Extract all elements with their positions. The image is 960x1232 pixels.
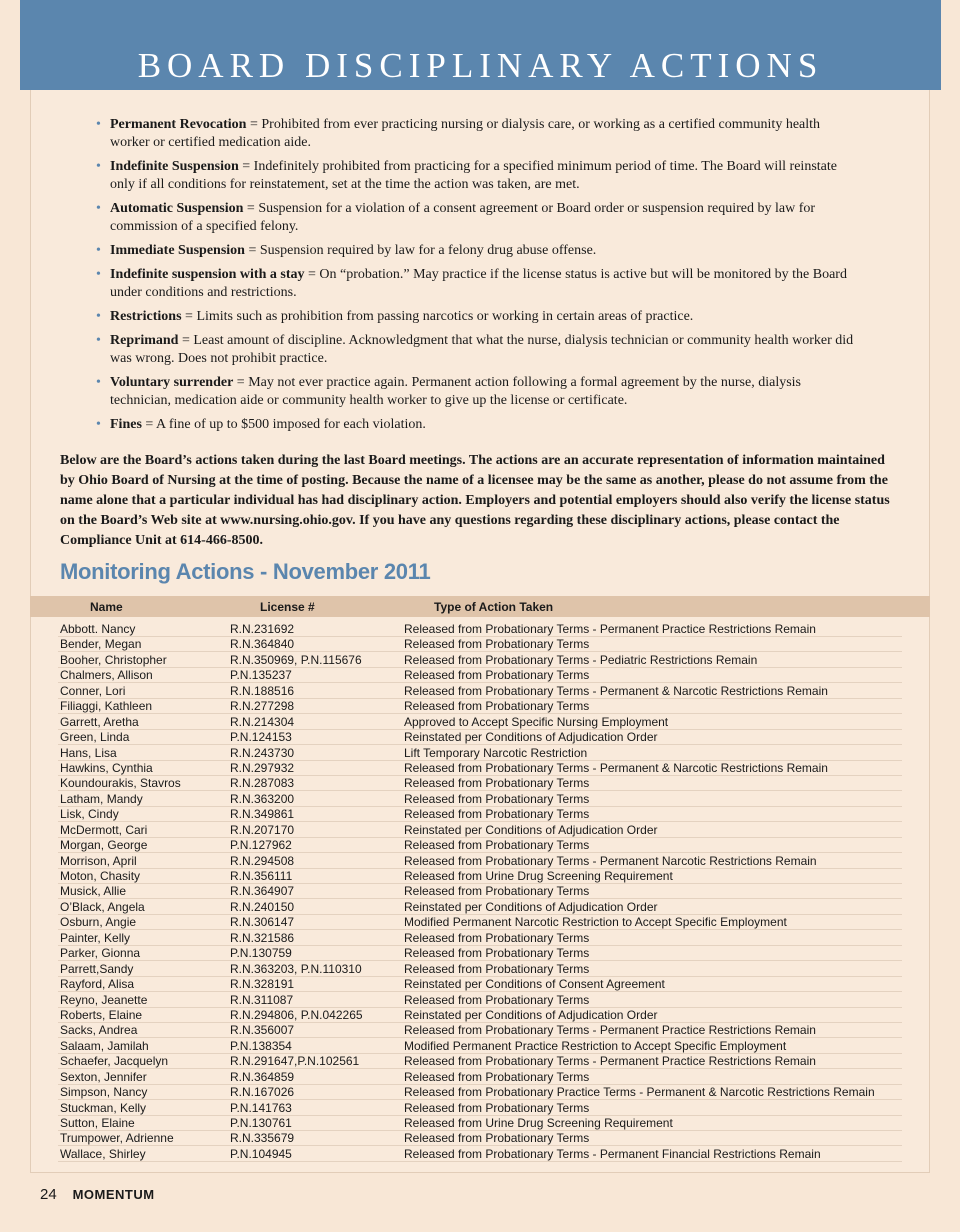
- cell-action: Released from Probationary Terms - Permanent Practice Restrictions Remain: [404, 1023, 816, 1038]
- definition-text: = Prohibited from ever practicing nursing or dialysis care, or working as a certified community health worker or certified medication aide.: [110, 117, 821, 150]
- table-row: [0, 1101, 960, 1116]
- cell-action: Released from Probationary Terms: [404, 992, 590, 1007]
- table-row: [0, 962, 960, 977]
- cell-license: R.N.350969, P.N.115676: [230, 652, 362, 667]
- header-license: License #: [260, 600, 315, 614]
- definition-item: [96, 200, 856, 236]
- cell-license: R.N.364840: [230, 637, 295, 652]
- bullet-icon: •: [96, 309, 101, 324]
- cell-name: Booher, Christopher: [60, 652, 167, 667]
- cell-action: Reinstated per Conditions of Adjudication Order: [404, 730, 658, 745]
- table-row: [0, 699, 960, 714]
- cell-name: Trumpower, Adrienne: [60, 1131, 174, 1146]
- cell-license: R.N.277298: [230, 699, 295, 714]
- cell-license: R.N.214304: [230, 714, 295, 729]
- definition-term: Fines: [110, 417, 142, 432]
- cell-name: Simpson, Nancy: [60, 1085, 148, 1100]
- cell-action: Released from Probationary Terms - Permanent Narcotic Restrictions Remain: [404, 853, 817, 868]
- cell-license: R.N.321586: [230, 930, 295, 945]
- page-title: BOARD DISCIPLINARY ACTIONS: [137, 46, 824, 85]
- cell-action: Released from Probationary Terms: [404, 1131, 590, 1146]
- cell-name: Conner, Lori: [60, 683, 126, 698]
- table-body: [0, 622, 960, 1162]
- table-row: [0, 746, 960, 761]
- cell-name: Rayford, Alisa: [60, 977, 135, 992]
- cell-name: Lisk, Cindy: [60, 807, 119, 822]
- cell-name: Parrett,Sandy: [60, 961, 134, 976]
- definition-text: = May not ever practice again. Permanent action following a formal agreement by the nurse, dialysis technician, medication aide or community health worker to give up the license or certificate.: [110, 375, 802, 408]
- table-row: [0, 730, 960, 745]
- table-row: [0, 622, 960, 637]
- cell-license: R.N.188516: [230, 683, 295, 698]
- table-row: [0, 823, 960, 838]
- definition-text: = Least amount of discipline. Acknowledgment that what the nurse, dialysis technician or community health worker did was wrong. Does not prohibit practice.: [110, 333, 854, 366]
- definition-item: [96, 266, 856, 302]
- cell-action: Reinstated per Conditions of Adjudication Order: [404, 1007, 658, 1022]
- definition-item: [96, 332, 856, 368]
- row-divider: [228, 1161, 402, 1162]
- cell-license: R.N.364859: [230, 1069, 295, 1084]
- cell-action: Reinstated per Conditions of Consent Agreement: [404, 977, 665, 992]
- cell-action: Released from Probationary Terms: [404, 807, 590, 822]
- table-row: [0, 637, 960, 652]
- table-header: [30, 596, 930, 617]
- cell-license: P.N.130759: [230, 946, 292, 961]
- cell-name: Wallace, Shirley: [60, 1146, 146, 1161]
- cell-name: Chalmers, Allison: [60, 668, 153, 683]
- cell-action: Released from Probationary Terms: [404, 930, 590, 945]
- table-row: [0, 869, 960, 884]
- cell-action: Released from Probationary Terms: [404, 791, 590, 806]
- table-row: [0, 776, 960, 791]
- cell-action: Released from Probationary Terms: [404, 668, 590, 683]
- cell-name: O’Black, Angela: [60, 899, 145, 914]
- cell-action: Released from Probationary Terms - Permanent Practice Restrictions Remain: [404, 622, 816, 636]
- bullet-icon: •: [96, 159, 101, 174]
- definition-item: [96, 116, 856, 152]
- table-row: [0, 1023, 960, 1038]
- cell-name: McDermott, Cari: [60, 822, 148, 837]
- definition-term: Immediate Suspension: [110, 243, 245, 258]
- table-row: [0, 684, 960, 699]
- table-row: [0, 1070, 960, 1085]
- table-row: [0, 915, 960, 930]
- table-row: [0, 1054, 960, 1069]
- cell-name: Garrett, Aretha: [60, 714, 139, 729]
- cell-action: Released from Probationary Terms: [404, 1100, 590, 1115]
- table-row: [0, 1147, 960, 1162]
- cell-license: P.N.138354: [230, 1038, 292, 1053]
- definition-item: [96, 416, 856, 434]
- cell-license: R.N.231692: [230, 622, 295, 636]
- magazine-name: MOMENTUM: [72, 1187, 155, 1202]
- table-row: [0, 884, 960, 899]
- cell-action: Released from Probationary Terms: [404, 961, 590, 976]
- definition-text: = Limits such as prohibition from passing narcotics or working in certain areas of practice.: [181, 309, 694, 324]
- table-row: [0, 653, 960, 668]
- cell-license: R.N.167026: [230, 1085, 295, 1100]
- cell-license: P.N.141763: [230, 1100, 292, 1115]
- table-row: [0, 1039, 960, 1054]
- cell-license: R.N.364907: [230, 884, 295, 899]
- cell-name: Sacks, Andrea: [60, 1023, 138, 1038]
- cell-license: R.N.363203, P.N.110310: [230, 961, 362, 976]
- cell-license: R.N.294806, P.N.042265: [230, 1007, 363, 1022]
- table-row: [0, 792, 960, 807]
- definition-term: Indefinite Suspension: [110, 159, 239, 174]
- cell-license: R.N.240150: [230, 899, 295, 914]
- cell-name: Sutton, Elaine: [60, 1116, 135, 1130]
- cell-name: Hawkins, Cynthia: [60, 760, 153, 775]
- cell-action: Released from Probationary Terms: [404, 699, 590, 714]
- cell-license: R.N.356111: [230, 869, 293, 883]
- definition-term: Reprimand: [110, 333, 179, 348]
- cell-action: Released from Probationary Terms: [404, 946, 590, 961]
- table-row: [0, 946, 960, 961]
- cell-action: Modified Permanent Narcotic Restriction to Accept Specific Employment: [404, 915, 787, 930]
- cell-license: R.N.363200: [230, 791, 295, 806]
- definition-term: Indefinite suspension with a stay: [110, 267, 305, 282]
- cell-license: R.N.207170: [230, 822, 295, 837]
- definition-term: Automatic Suspension: [110, 201, 244, 216]
- cell-name: Green, Linda: [60, 730, 130, 745]
- cell-license: R.N.287083: [230, 776, 295, 791]
- cell-name: Morgan, George: [60, 838, 148, 853]
- cell-license: P.N.130761: [230, 1116, 292, 1130]
- cell-action: Reinstated per Conditions of Adjudication Order: [404, 899, 658, 914]
- table-row: [0, 900, 960, 915]
- bullet-icon: •: [96, 375, 101, 390]
- cell-name: Salaam, Jamilah: [60, 1038, 149, 1053]
- definition-term: Voluntary surrender: [110, 375, 234, 390]
- cell-license: R.N.291647,P.N.102561: [230, 1054, 360, 1069]
- bullet-icon: •: [96, 333, 101, 348]
- section-title: Monitoring Actions - November 2011: [60, 559, 431, 584]
- bullet-icon: •: [96, 117, 101, 132]
- cell-name: Reyno, Jeanette: [60, 992, 148, 1007]
- cell-name: Painter, Kelly: [60, 930, 131, 945]
- cell-license: R.N.356007: [230, 1023, 295, 1038]
- definition-term: Restrictions: [110, 309, 182, 324]
- definition-text: = Suspension for a violation of a consent agreement or Board order or suspension required by law for commission of a specified felony.: [110, 201, 816, 234]
- definition-text: = Suspension required by law for a felony drug abuse offense.: [244, 243, 597, 258]
- table-row: [0, 1116, 960, 1131]
- cell-license: R.N.335679: [230, 1131, 295, 1146]
- table-row: [0, 1008, 960, 1023]
- definition-item: [96, 308, 856, 326]
- definition-text: = A fine of up to $500 imposed for each violation.: [141, 417, 426, 432]
- cell-action: Released from Probationary Terms: [404, 776, 590, 791]
- cell-action: Modified Permanent Practice Restriction to Accept Specific Employment: [404, 1038, 787, 1053]
- table-row: [0, 1131, 960, 1146]
- bullet-icon: •: [96, 201, 101, 216]
- definitions-list: [96, 116, 856, 440]
- cell-name: Morrison, April: [60, 853, 137, 868]
- page-number: 24: [40, 1186, 57, 1203]
- cell-action: Approved to Accept Specific Nursing Employment: [404, 714, 669, 729]
- definition-item: [96, 158, 856, 194]
- cell-name: Osburn, Angie: [60, 915, 137, 930]
- cell-license: P.N.135237: [230, 668, 292, 683]
- cell-license: P.N.104945: [230, 1146, 292, 1161]
- table-row: [0, 977, 960, 992]
- cell-action: Released from Probationary Terms: [404, 884, 590, 899]
- cell-name: Latham, Mandy: [60, 791, 143, 806]
- table-row: [0, 931, 960, 946]
- cell-license: P.N.124153: [230, 730, 292, 745]
- header-banner: [20, 0, 941, 90]
- cell-action: Released from Probationary Terms - Permanent & Narcotic Restrictions Remain: [404, 683, 828, 698]
- cell-name: Stuckman, Kelly: [60, 1100, 147, 1115]
- cell-license: R.N.349861: [230, 807, 295, 822]
- cell-action: Released from Probationary Terms - Permanent Financial Restrictions Remain: [404, 1146, 821, 1161]
- header-action: Type of Action Taken: [434, 600, 554, 614]
- bullet-icon: •: [96, 243, 101, 258]
- definition-item: [96, 242, 856, 260]
- definition-text: = Indefinitely prohibited from practicing for a specified minimum period of time. The Board will reinstate only if all conditions for reinstatement, set at the time the action was taken, are met.: [110, 159, 837, 192]
- table-row: [0, 854, 960, 869]
- header-name: Name: [90, 600, 123, 614]
- cell-name: Schaefer, Jacquelyn: [60, 1054, 169, 1069]
- cell-license: R.N.294508: [230, 853, 295, 868]
- cell-license: R.N.243730: [230, 745, 295, 760]
- intro-paragraph: Below are the Board’s actions taken during the last Board meetings. The actions are an accurate representation of information maintained by Ohio Board of Nursing at the time of posting. Because the name of a licensee may be the same as another, please do not assume from the name alone that a particular individual has had disciplinary action. Employers and potential employers should also verify the license status on the Board’s Web site at www.nursing.ohio.gov. If you have any questions regarding these disciplinary actions, please contact the Compliance Unit at 614-466-8500.: [60, 453, 890, 548]
- cell-action: Released from Probationary Terms: [404, 637, 590, 652]
- definition-term: Permanent Revocation: [110, 117, 247, 132]
- cell-name: Filiaggi, Kathleen: [60, 699, 153, 714]
- bullet-icon: •: [96, 417, 101, 432]
- definition-text: = On “probation.” May practice if the license status is active but will be monitored by the Board under conditions and restrictions.: [110, 267, 847, 300]
- row-divider: [402, 1161, 902, 1162]
- cell-license: R.N.328191: [230, 977, 295, 992]
- definition-item: [96, 374, 856, 410]
- table-row: [0, 838, 960, 853]
- cell-name: Hans, Lisa: [60, 745, 117, 760]
- cell-name: Abbott. Nancy: [60, 622, 136, 636]
- cell-name: Parker, Gionna: [60, 946, 141, 961]
- cell-action: Released from Urine Drug Screening Requirement: [404, 869, 673, 883]
- cell-name: Sexton, Jennifer: [60, 1069, 147, 1084]
- cell-name: Roberts, Elaine: [60, 1007, 143, 1022]
- table-row: [0, 668, 960, 683]
- cell-name: Bender, Megan: [60, 637, 142, 652]
- cell-license: R.N.297932: [230, 760, 295, 775]
- cell-action: Released from Probationary Practice Terms - Permanent & Narcotic Restrictions Remain: [404, 1085, 875, 1100]
- cell-license: R.N.306147: [230, 915, 295, 930]
- cell-license: R.N.311087: [230, 992, 294, 1007]
- cell-action: Lift Temporary Narcotic Restriction: [404, 745, 588, 760]
- cell-name: Musick, Allie: [60, 884, 127, 899]
- cell-action: Reinstated per Conditions of Adjudication Order: [404, 822, 658, 837]
- cell-action: Released from Probationary Terms - Permanent Practice Restrictions Remain: [404, 1054, 816, 1069]
- bullet-icon: •: [96, 267, 101, 282]
- table-row: [0, 993, 960, 1008]
- cell-action: Released from Probationary Terms - Pediatric Restrictions Remain: [404, 652, 758, 667]
- cell-name: Moton, Chasity: [60, 869, 141, 883]
- cell-action: Released from Probationary Terms: [404, 838, 590, 853]
- table-row: [0, 807, 960, 822]
- page-footer: [40, 1186, 155, 1203]
- table-row: [0, 761, 960, 776]
- row-divider: [58, 1161, 228, 1162]
- cell-license: P.N.127962: [230, 838, 292, 853]
- table-row: [0, 1085, 960, 1100]
- table-row: [0, 715, 960, 730]
- cell-name: Koundourakis, Stavros: [60, 776, 181, 791]
- cell-action: Released from Urine Drug Screening Requirement: [404, 1116, 673, 1130]
- cell-action: Released from Probationary Terms - Permanent & Narcotic Restrictions Remain: [404, 760, 828, 775]
- cell-action: Released from Probationary Terms: [404, 1069, 590, 1084]
